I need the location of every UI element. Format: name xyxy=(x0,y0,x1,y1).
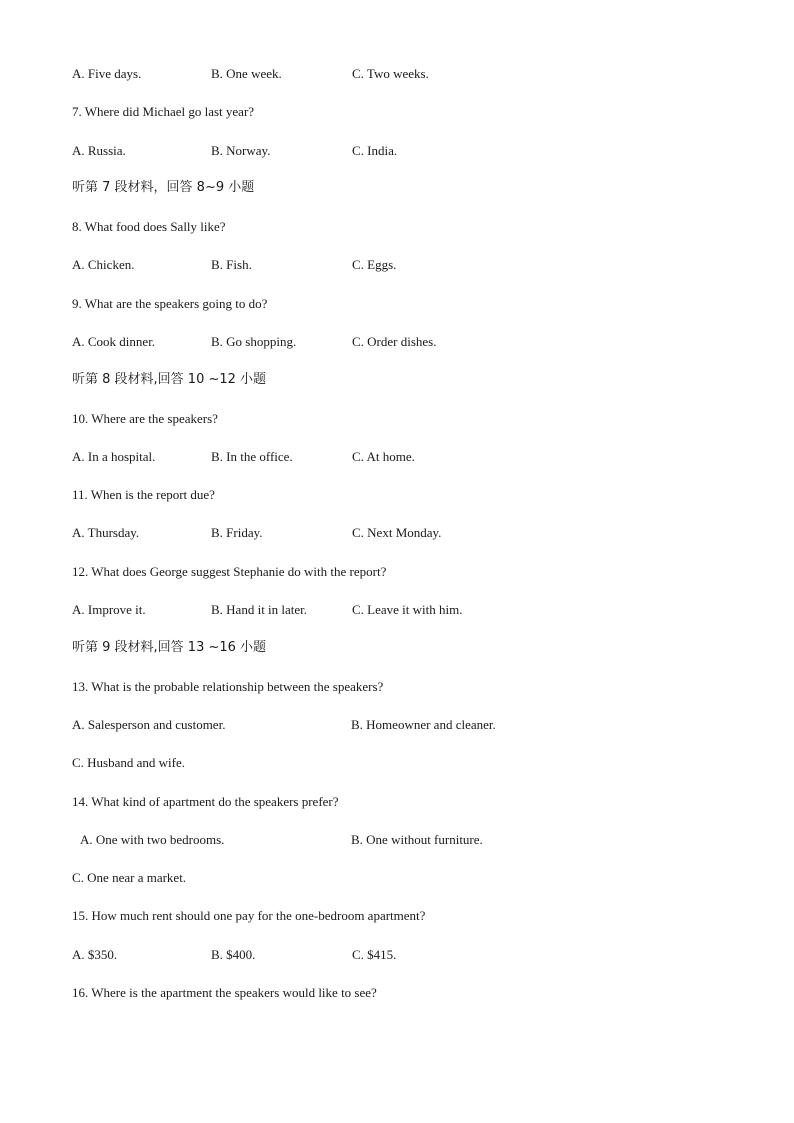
q13-option-a: A. Salesperson and customer. xyxy=(72,717,226,732)
q12-option-a: A. Improve it. xyxy=(72,602,146,617)
q13-option-b: B. Homeowner and cleaner. xyxy=(351,717,496,732)
question-16: 16. Where is the apartment the speakers would like to see? xyxy=(72,985,377,1000)
q8-option-b: B. Fish. xyxy=(211,257,252,272)
question-12: 12. What does George suggest Stephanie do with the report? xyxy=(72,564,387,579)
q11-option-a: A. Thursday. xyxy=(72,525,140,540)
q9-option-b: B. Go shopping. xyxy=(211,334,297,349)
q10-option-c: C. At home. xyxy=(352,449,415,464)
q15-option-c: C. $415. xyxy=(352,947,397,962)
q15-option-a: A. $350. xyxy=(72,947,118,962)
q7-option-b: B. Norway. xyxy=(211,143,271,158)
q6-option-b: B. One week. xyxy=(211,66,282,81)
question-14: 14. What kind of apartment do the speakers prefer? xyxy=(72,794,339,809)
q15-option-b: B. $400. xyxy=(211,947,256,962)
q8-option-c: C. Eggs. xyxy=(352,257,397,272)
question-10: 10. Where are the speakers? xyxy=(72,411,218,426)
question-9: 9. What are the speakers going to do? xyxy=(72,296,268,311)
q11-option-b: B. Friday. xyxy=(211,525,263,540)
q8-option-a: A. Chicken. xyxy=(72,257,135,272)
question-15: 15. How much rent should one pay for the one-bedroom apartment? xyxy=(72,908,426,923)
q6-option-c: C. Two weeks. xyxy=(352,66,429,81)
question-11: 11. When is the report due? xyxy=(72,487,215,502)
q12-option-b: B. Hand it in later. xyxy=(211,602,308,617)
q9-option-c: C. Order dishes. xyxy=(352,334,437,349)
question-8: 8. What food does Sally like? xyxy=(72,219,226,234)
q13-option-c: C. Husband and wife. xyxy=(72,755,186,770)
q14-option-c: C. One near a market. xyxy=(72,870,187,885)
q12-option-c: C. Leave it with him. xyxy=(352,602,463,617)
section-8-heading: 听第 8 段材料,回答 10 ~12 小题 xyxy=(72,372,267,387)
section-7-heading: 听第 7 段材料，回答 8~9 小题 xyxy=(72,180,255,195)
q14-option-b: B. One without furniture. xyxy=(351,832,483,847)
q6-option-a: A. Five days. xyxy=(72,66,142,81)
question-7: 7. Where did Michael go last year? xyxy=(72,104,255,119)
q7-option-a: A. Russia. xyxy=(72,143,126,158)
section-9-heading: 听第 9 段材料,回答 13 ~16 小题 xyxy=(72,640,267,655)
q10-option-a: A. In a hospital. xyxy=(72,449,156,464)
q10-option-b: B. In the office. xyxy=(211,449,293,464)
q14-option-a: A. One with two bedrooms. xyxy=(80,832,225,847)
q7-option-c: C. India. xyxy=(352,143,398,158)
q9-option-a: A. Cook dinner. xyxy=(72,334,156,349)
q11-option-c: C. Next Monday. xyxy=(352,525,442,540)
question-13: 13. What is the probable relationship between the speakers? xyxy=(72,679,384,694)
